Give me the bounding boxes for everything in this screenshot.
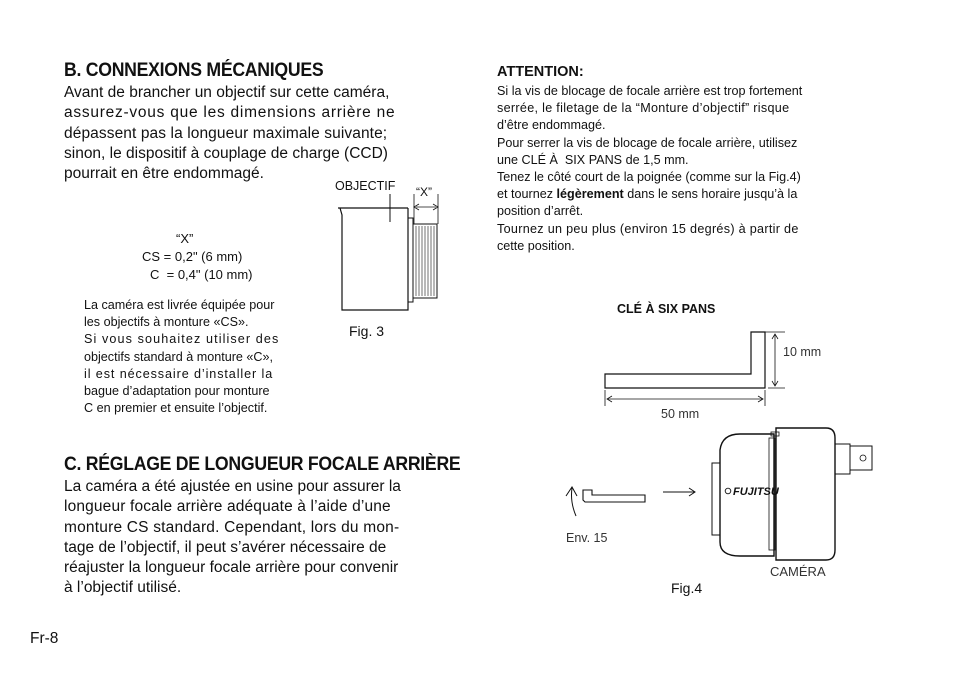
objectif-label: OBJECTIF xyxy=(335,179,396,193)
brand-logo: FUJITSU xyxy=(733,486,779,498)
small-wrench-drawing xyxy=(566,487,695,516)
text-line: Si la vis de blocage de focale arrière est trop fortement xyxy=(497,84,803,98)
text-line: longueur focale arrière adéquate à l’aide d’une xyxy=(64,498,391,516)
fig4-caption: Fig.4 xyxy=(671,580,703,596)
dim-10mm: 10 mm xyxy=(783,345,822,359)
attention-title: ATTENTION: xyxy=(497,64,584,80)
text-line: Si vous souhaitez utiliser des xyxy=(84,332,280,347)
cs-mount-note xyxy=(84,297,327,417)
text-line: La caméra a été ajustée en usine pour assurer la xyxy=(64,478,401,495)
angle-label: Env. 15 xyxy=(566,531,608,545)
fig3-caption: Fig. 3 xyxy=(349,323,385,339)
section-b-title: B. CONNEXIONS MÉCANIQUES xyxy=(64,60,324,81)
text-line: assurez-vous que les dimensions arrière ne xyxy=(64,104,396,122)
dims-cs: CS = 0,2" (6 mm) xyxy=(142,249,243,264)
text-line: Avant de brancher un objectif sur cette caméra, xyxy=(64,84,390,101)
fig4-diagram xyxy=(550,320,900,610)
camera-label: CAMÉRA xyxy=(770,564,826,579)
text-line: pourrait en être endommagé. xyxy=(64,165,264,183)
text-line: monture CS standard. Cependant, lors du mon- xyxy=(64,518,400,536)
text-line: les objectifs à monture «CS». xyxy=(84,315,249,330)
lens-diagram xyxy=(330,170,450,330)
text-line: dépassent pas la longueur maximale suivante; xyxy=(64,124,388,142)
text-line: cette position. xyxy=(497,238,575,253)
page-number: Fr-8 xyxy=(30,630,59,647)
text-line: Tenez le côté court de la poignée (comme sur la Fig.4) xyxy=(497,170,801,185)
text-line: C en premier et ensuite l’objectif. xyxy=(84,401,268,416)
section-c-body xyxy=(64,477,458,599)
hex-wrench-drawing xyxy=(605,332,785,406)
text-line xyxy=(497,186,889,203)
x-dimension-label: “X” xyxy=(416,185,432,199)
section-c-title: C. RÉGLAGE DE LONGUEUR FOCALE ARRIÈRE xyxy=(64,454,461,475)
text-line: à l’objectif utilisé. xyxy=(64,579,182,597)
text-line: sinon, le dispositif à couplage de charge (CCD) xyxy=(64,144,388,162)
dim-50mm: 50 mm xyxy=(661,407,700,421)
text-line: La caméra est livrée équipée pour xyxy=(84,298,275,312)
text-run: et tournez xyxy=(497,187,557,202)
text-line: il est nécessaire d’installer la xyxy=(84,366,274,381)
text-line: objectifs standard à monture «C», xyxy=(84,349,274,364)
text-line: réajuster la longueur focale arrière pour convenir xyxy=(64,559,399,577)
text-line: position d’arrêt. xyxy=(497,204,584,219)
attention-body xyxy=(497,83,889,255)
text-line: bague d’adaptation pour monture xyxy=(84,384,270,399)
text-line: une CLÉ À SIX PANS de 1,5 mm. xyxy=(497,152,689,167)
emphasis-text: légèrement xyxy=(556,187,624,202)
text-run: dans le sens horaire jusqu’à la xyxy=(623,187,798,202)
text-line: serrée, le filetage de la “Monture d’objectif” risque xyxy=(497,101,790,116)
dims-x-label: “X” xyxy=(176,231,194,246)
dims-c: C = 0,4" (10 mm) xyxy=(150,267,253,282)
wrench-title: CLÉ À SIX PANS xyxy=(617,302,716,316)
text-line: Pour serrer la vis de blocage de focale arrière, utilisez xyxy=(497,135,798,150)
text-line: d’être endommagé. xyxy=(497,118,606,133)
text-line: tage de l’objectif, il peut s’avérer nécessaire de xyxy=(64,538,387,556)
text-line: Tournez un peu plus (environ 15 degrés) à partir de xyxy=(497,221,799,236)
